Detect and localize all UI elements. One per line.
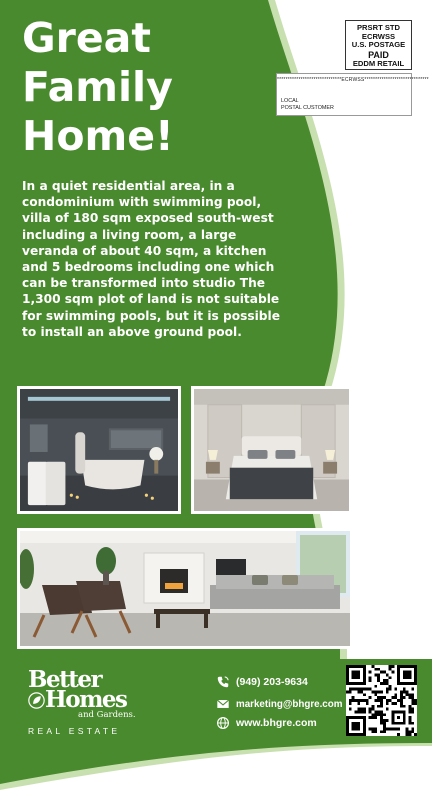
qr-code-graphic bbox=[346, 665, 417, 736]
postage-line-1: PRSRT STD bbox=[356, 23, 401, 32]
bathroom-photo bbox=[17, 386, 181, 514]
logo-real-estate: REAL ESTATE bbox=[28, 726, 121, 736]
leaf-icon bbox=[28, 692, 45, 709]
contact-phone[interactable] bbox=[216, 675, 308, 689]
postage-indicia bbox=[345, 20, 412, 70]
headline-line-3: Home! bbox=[22, 112, 174, 160]
email-address: marketing@bhgre.com bbox=[236, 698, 343, 710]
postage-line-3: U.S. POSTAGE bbox=[351, 40, 406, 50]
address-block bbox=[276, 73, 429, 116]
address-line-1: LOCAL bbox=[281, 98, 299, 104]
address-ecrwss: ******************************ECRWSS****************************** bbox=[277, 77, 429, 83]
living-room-photo bbox=[17, 528, 353, 649]
bedroom-illustration bbox=[194, 389, 349, 511]
logo-word-gardens: and Gardens. bbox=[78, 710, 136, 720]
qr-code[interactable] bbox=[346, 665, 417, 736]
brand-logo bbox=[28, 668, 158, 740]
phone-number: (949) 203-9634 bbox=[236, 676, 308, 688]
contact-email[interactable] bbox=[216, 697, 342, 711]
property-description: In a quiet residential area, in a condominium with swimming pool, villa of 180 sqm exposed south-west including a living room, a large veranda of about 40 sqm, a kitchen and 5 bedrooms including one which can be transformed into studio The 1,300 sqm plot of land is not suitable for swimming pools, but it is possible to install an above ground pool. bbox=[22, 179, 280, 339]
bottom-band bbox=[0, 742, 432, 792]
logo-word-better: Better bbox=[28, 666, 102, 693]
headline bbox=[22, 14, 262, 161]
globe-icon bbox=[216, 716, 230, 730]
bathroom-illustration bbox=[20, 389, 178, 511]
contact-website[interactable] bbox=[216, 716, 317, 730]
postage-line-2: ECRWSS bbox=[361, 31, 396, 41]
postage-line-5: EDDM RETAIL bbox=[352, 58, 405, 68]
postage-line-4: PAID bbox=[368, 49, 389, 60]
bottom-wave bbox=[0, 742, 432, 792]
envelope-icon bbox=[216, 697, 230, 711]
headline-line-1: Great bbox=[22, 14, 151, 62]
headline-line-2: Family bbox=[22, 63, 173, 111]
phone-icon bbox=[216, 675, 230, 689]
address-line-2: POSTAL CUSTOMER bbox=[281, 104, 334, 111]
website-url: www.bhgre.com bbox=[236, 717, 317, 729]
logo-word-homes: Homes bbox=[45, 686, 127, 713]
living-room-illustration bbox=[20, 531, 350, 646]
bedroom-photo bbox=[191, 386, 352, 514]
